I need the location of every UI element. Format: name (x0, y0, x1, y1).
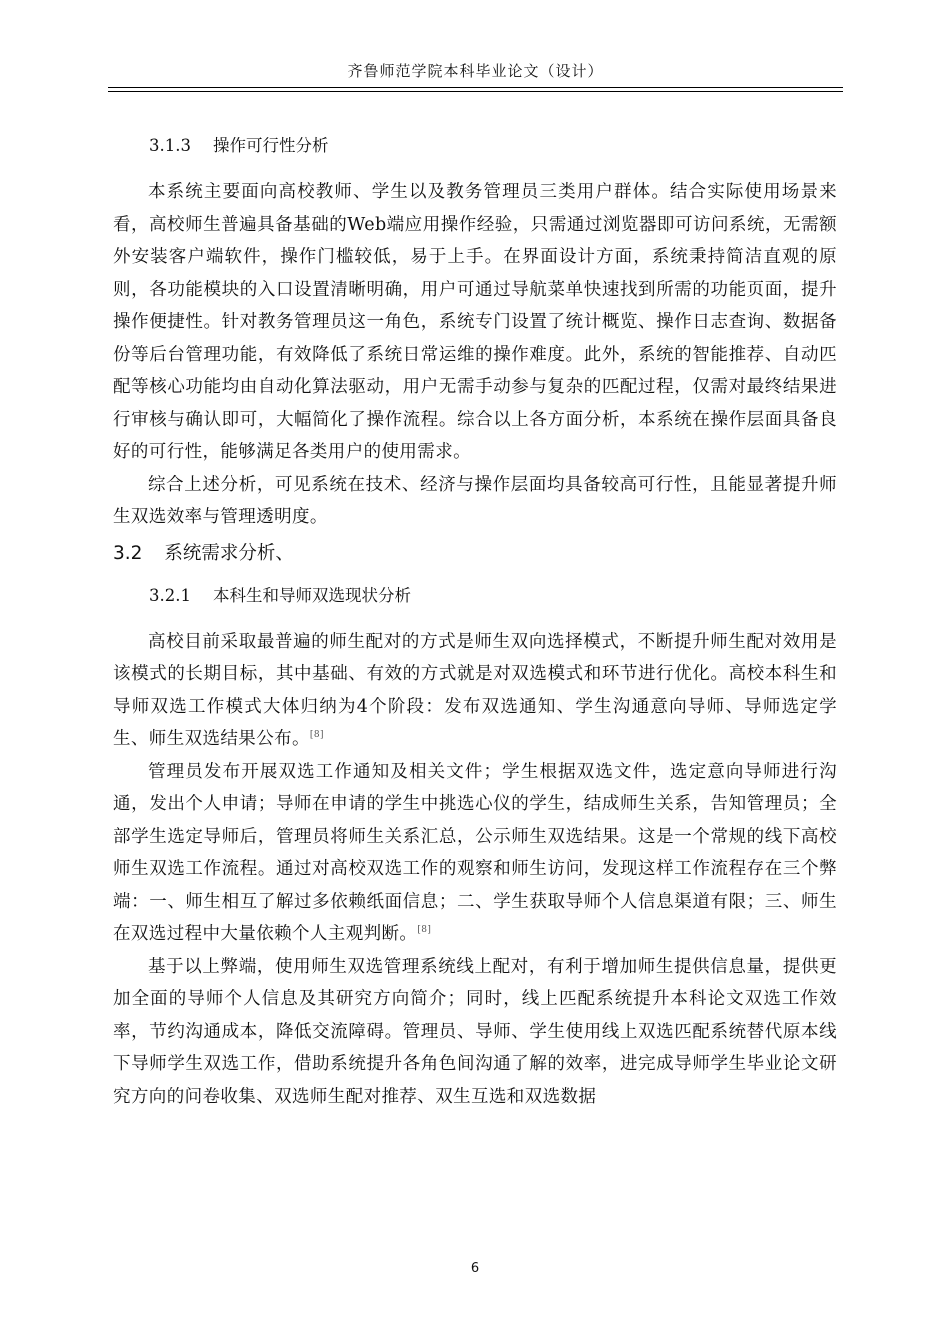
header-rule-thin (108, 91, 843, 92)
page-number: 6 (470, 1261, 480, 1276)
section-number: 3.2.1 (149, 585, 191, 605)
running-header: 齐鲁师范学院本科毕业论文（设计） (347, 62, 604, 80)
paragraph-text: 管理员发布开展双选工作通知及相关文件；学生根据双选文件，选定意向导师进行沟通，发出个人申请；导师在申请的学生中挑选心仪的学生，结成师生关系，告知管理员；全部学生选定导师后，管理员将师生关系汇总，公示师生双选结果。这是一个常规的线下高校师生双选工作流程。通过对高校双选工作的观察和师生访问，发现这样工作流程存在三个弊端：一、师生相互了解过多依赖纸面信息；二、学生获取导师个人信息渠道有限；三、师生在双选过程中大量依赖个人主观判断。 (113, 761, 837, 944)
paragraph: 本系统主要面向高校教师、学生以及教务管理员三类用户群体。结合实际使用场景来看，高校师生普遍具备基础的Web端应用操作经验，只需通过浏览器即可访问系统，无需额外安装客户端软件，操作门槛较低，易于上手。在界面设计方面，系统秉持简洁直观的原则，各功能模块的入口设置清晰明确，用户可通过导航菜单快速找到所需的功能页面，提升操作便捷性。针对教务管理员这一角色，系统专门设置了统计概览、操作日志查询、数据备份等后台管理功能，有效降低了系统日常运维的操作难度。此外，系统的智能推荐、自动匹配等核心功能均由自动化算法驱动，用户无需手动参与复杂的匹配过程，仅需对最终结果进行审核与确认即可，大幅简化了操作流程。综合以上各方面分析，本系统在操作层面具备良好的可行性，能够满足各类用户的使用需求。 (113, 182, 837, 462)
paragraph-text: 高校目前采取最普遍的师生配对的方式是师生双向选择模式，不断提升师生配对效用是该模式的长期目标，其中基础、有效的方式就是对双选模式和环节进行优化。高校本科生和导师双选工作模式大体归纳为4个阶段：发布双选通知、学生沟通意向导师、导师选定学生、师生双选结果公布。 (113, 631, 837, 749)
section-heading-3-2 (113, 536, 837, 572)
paragraph: 综合上述分析，可见系统在技术、经济与操作层面均具备较高可行性，且能显著提升师生双选效率与管理透明度。 (113, 474, 837, 527)
page-body (113, 130, 837, 1113)
section-title: 本科生和导师双选现状分析 (212, 585, 411, 605)
citation: [8] (309, 730, 324, 741)
section-title: 系统需求分析、 (164, 542, 294, 564)
section-number: 3.2 (113, 542, 143, 564)
paragraph (113, 756, 837, 951)
citation: [8] (417, 925, 432, 936)
paragraph (113, 626, 837, 756)
paragraph: 基于以上弊端，使用师生双选管理系统线上配对，有利于增加师生提供信息量，提供更加全面的导师个人信息及其研究方向简介；同时，线上匹配系统提升本科论文双选工作效率，节约沟通成本，降低交流障碍。管理员、导师、学生使用线上双选匹配系统替代原本线下导师学生双选工作，借助系统提升各角色间沟通了解的效率，进完成导师学生毕业论文研究方向的问卷收集、双选师生配对推荐、双生互选和双选数据 (113, 956, 837, 1107)
header-rule (108, 87, 843, 88)
section-number: 3.1.3 (149, 136, 191, 155)
section-title: 操作可行性分析 (212, 136, 329, 155)
section-heading-3-1-3 (149, 130, 837, 162)
section-heading-3-2-1 (149, 580, 837, 612)
